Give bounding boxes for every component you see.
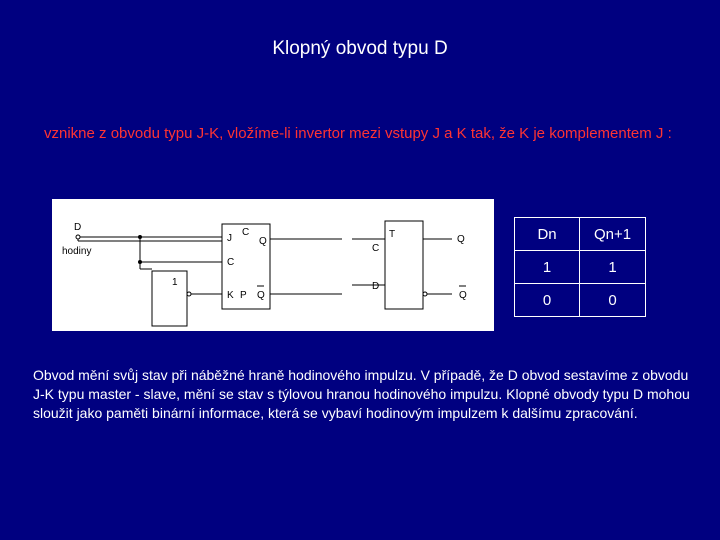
table-row	[515, 284, 646, 317]
table-cell: 0	[580, 284, 646, 317]
label-d-c: C	[372, 243, 380, 254]
header-dn: Dn	[515, 218, 580, 251]
label-j: J	[227, 233, 232, 244]
inverter-output-bubble	[187, 292, 191, 296]
label-c: C	[227, 257, 235, 268]
slide-title: Klopný obvod typu D	[272, 38, 448, 59]
label-c-top: C	[242, 227, 250, 238]
table-cell: 1	[515, 251, 580, 284]
circuit-wires	[78, 221, 466, 326]
table-cell: 0	[515, 284, 580, 317]
label-d-t: T	[389, 229, 396, 240]
description-text: Obvod mění svůj stav při náběžné hraně hodinového impulzu. V případě, že D obvod sestavíme z obvodu J-K typu master - slave, mění se stav s týlovou hranou hodinového impulzu. Klopné obvody typu D mohou sloužit jako paměti binární informace, která se vybaví hodinovým impulzem k dalšímu zpracování.	[33, 367, 690, 421]
label-p: P	[240, 290, 247, 301]
label-d: D	[74, 222, 82, 233]
label-clock: hodiny	[62, 246, 92, 257]
table-row	[515, 218, 646, 251]
qbar-output-bubble	[423, 292, 427, 296]
circuit-svg	[52, 199, 494, 331]
junction-dot	[138, 260, 142, 264]
label-d-qbar: Q	[459, 290, 467, 301]
junction-dot	[138, 235, 142, 239]
label-q: Q	[259, 236, 267, 247]
label-d-q: Q	[457, 234, 465, 245]
label-q-bar: Q	[257, 290, 265, 301]
intro-text: vznikne z obvodu typu J-K, vložíme-li invertor mezi vstupy J a K tak, že K je komplementem J :	[44, 125, 672, 142]
header-qn1: Qn+1	[580, 218, 646, 251]
input-terminal	[76, 235, 80, 239]
circuit-diagram	[52, 199, 494, 331]
table-cell: 1	[580, 251, 646, 284]
truth-table	[514, 217, 646, 317]
label-k: K	[227, 290, 234, 301]
table-row	[515, 251, 646, 284]
label-d-d: D	[372, 281, 380, 292]
label-inverter: 1	[172, 277, 178, 288]
